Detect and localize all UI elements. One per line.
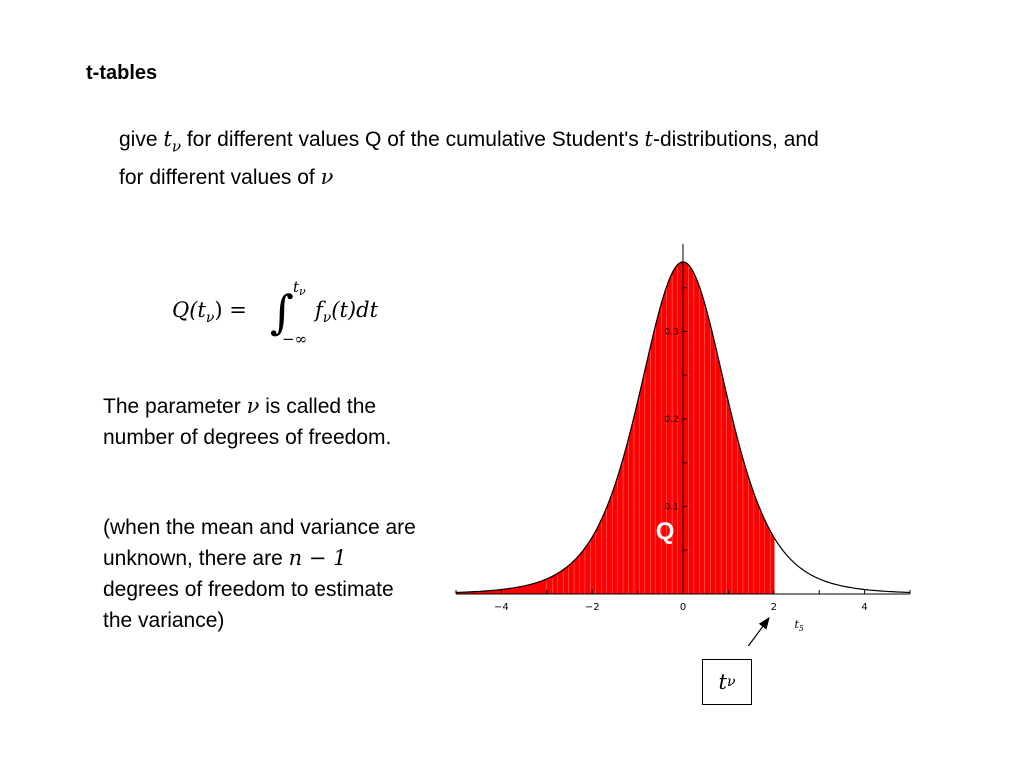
shaded-region-label: Q xyxy=(655,517,675,545)
t-nu-callout-box xyxy=(702,659,752,705)
intro-text xyxy=(119,124,939,193)
para-text-part: The parameter xyxy=(103,395,247,418)
y-tick-label: 0.3 xyxy=(664,327,679,338)
formula-lhs: Q(t xyxy=(172,298,206,322)
svg-text:tν xyxy=(293,278,306,298)
x-tick-label: 2 xyxy=(770,602,777,613)
t-distribution-chart xyxy=(448,236,918,646)
intro-text-part: for different values Q of the cumulative Student's xyxy=(181,128,645,151)
x-marker-t: t xyxy=(794,618,799,631)
x-marker-label xyxy=(794,618,804,633)
formula-integrand-sub: ν xyxy=(322,310,332,326)
intro-line-2 xyxy=(119,162,939,193)
para-text-part: degrees of freedom to estimate the variance) xyxy=(103,578,394,632)
formula-upper-sub: ν xyxy=(299,285,306,298)
x-tick-label: 4 xyxy=(861,602,868,613)
slide-title: t-tables xyxy=(86,62,158,84)
symbol-nu: ν xyxy=(320,165,334,190)
svg-text:Q(tν) = xyxy=(172,298,247,326)
callout-nu-sub: ν xyxy=(726,674,736,690)
y-tick-label: 0.2 xyxy=(664,415,679,425)
formula-integrand-rest: (t)dt xyxy=(331,298,379,322)
callout-t: t xyxy=(718,670,727,694)
x-tick-label: −4 xyxy=(494,602,509,613)
x-tick-label: 0 xyxy=(679,602,687,613)
y-tick-label: 0.1 xyxy=(664,502,679,513)
intro-text-part: for different values of xyxy=(119,166,321,190)
symbol-t: t xyxy=(163,127,172,151)
symbol-nu: ν xyxy=(246,394,260,418)
pointer-arrow xyxy=(738,618,769,646)
para-text-part: is called the number of degrees of freedom. xyxy=(103,395,392,449)
symbol-nu-sub: ν xyxy=(171,137,181,156)
degrees-of-freedom-paragraph xyxy=(103,391,423,453)
x-marker-sub: 5 xyxy=(798,624,804,633)
symbol-t: t xyxy=(644,127,653,151)
intro-text-part: give xyxy=(119,128,164,151)
x-tick-label: −2 xyxy=(584,602,600,613)
symbol-n-minus-1: n − 1 xyxy=(288,546,347,570)
formula-lhs-sub: ν xyxy=(205,310,215,326)
integral-sign: ∫ xyxy=(270,285,294,339)
svg-text:fν(t)dt xyxy=(313,298,379,326)
formula-lower-limit: −∞ xyxy=(282,330,308,348)
cumulative-formula xyxy=(172,270,412,350)
variance-note-paragraph xyxy=(103,512,423,636)
intro-line-1 xyxy=(119,124,939,162)
intro-text-part: -distributions, and xyxy=(653,128,819,151)
formula-integrand: f xyxy=(315,298,323,322)
para-text-part: (when the mean and variance are unknown, there are xyxy=(103,516,416,570)
formula-upper-limit: t xyxy=(293,278,300,296)
formula-lhs-close: ) = xyxy=(214,298,247,322)
